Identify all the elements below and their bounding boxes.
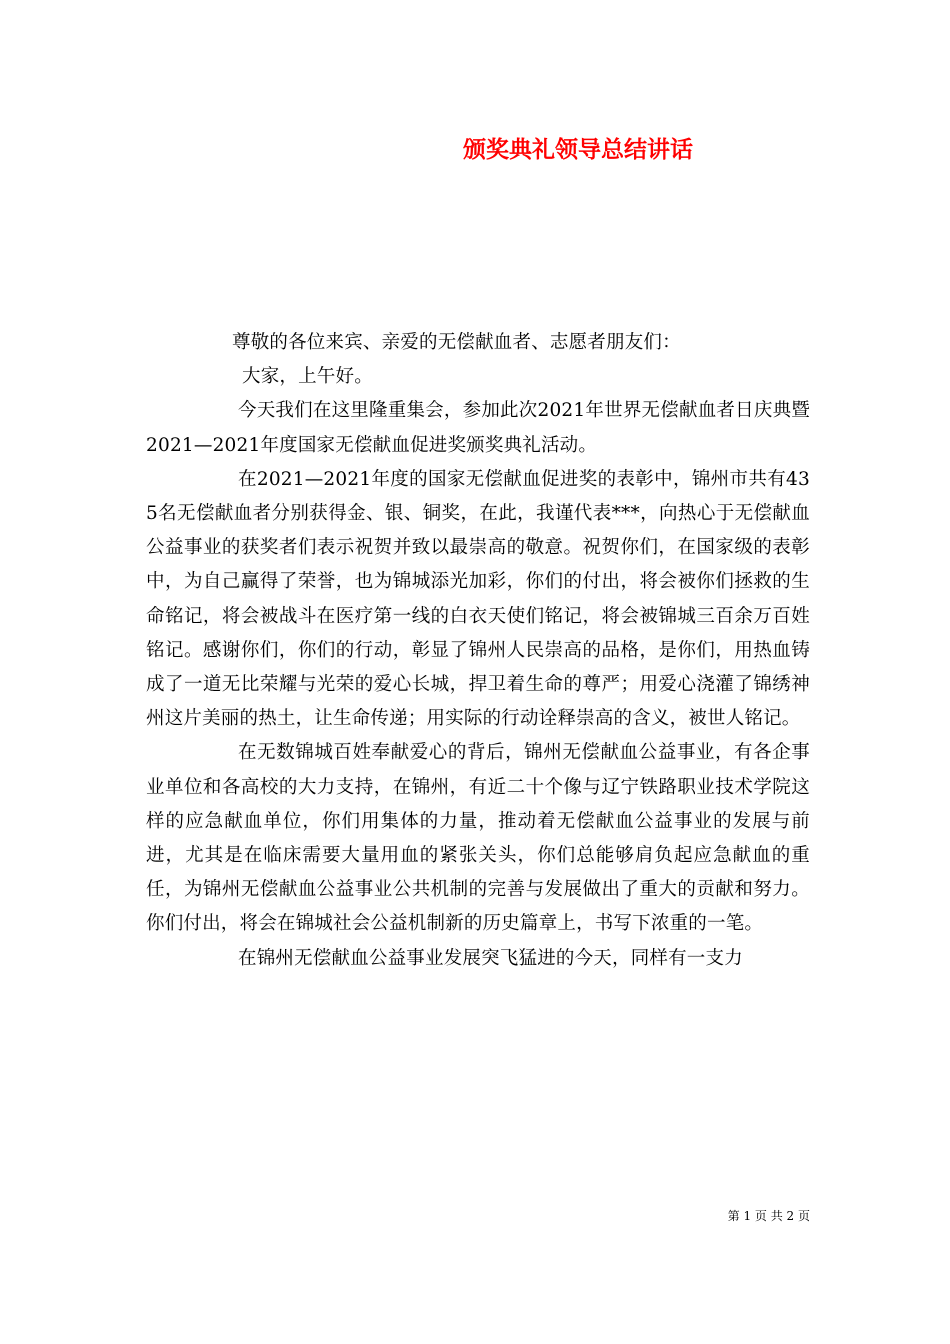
paragraph-awards: 在2021—2021年度的国家无偿献血促进奖的表彰中，锦州市共有435名无偿献血者分别获得金、银、铜奖，在此，我谨代表***，向热心于无偿献血公益事业的获奖者们表示祝贺并致以最崇高的敬意。祝贺你们，在国家级的表彰中，为自己赢得了荣誉，也为锦城添光加彩，你们的付出，将会被你们拯救的生命铭记，将会被战斗在医疗第一线的白衣天使们铭记，将会被锦城三百余万百姓铭记。感谢你们，你们的行动，彰显了锦州人民崇高的品格，是你们，用热血铸成了一道无比荣耀与光荣的爱心长城，捍卫着生命的尊严；用爱心浇灌了锦绣神州这片美丽的热土，让生命传递；用实际的行动诠释崇高的含义，被世人铭记。 [146, 468, 810, 730]
paragraph-support: 在无数锦城百姓奉献爱心的背后，锦州无偿献血公益事业，有各企事业单位和各高校的大力支持，在锦州，有近二十个像与辽宁铁路职业技术学院这样的应急献血单位，你们用集体的力量，推动着无偿献血公益事业的发展与前进，尤其是在临床需要大量用血的紧张关头，你们总能够肩负起应急献血的重任，为锦州无偿献血公益事业公共机制的完善与发展做出了重大的贡献和努力。你们付出，将会在锦城社会公益机制新的历史篇章上，书写下浓重的一笔。 [146, 742, 810, 935]
paragraph-intro: 今天我们在这里隆重集会，参加此次2021年世界无偿献血者日庆典暨2021—2021年度国家无偿献血促进奖颁奖典礼活动。 [146, 400, 810, 456]
paragraph-continued: 在锦州无偿献血公益事业发展突飞猛进的今天，同样有一支力 [238, 947, 743, 969]
page-number-footer: 第 1 页 共 2 页 [727, 1209, 810, 1223]
document-title [0, 133, 950, 167]
document-title-text: 颁奖典礼领导总结讲话 [463, 136, 693, 163]
document-body [146, 326, 810, 976]
paragraph-hello: 大家，上午好。 [242, 366, 373, 388]
paragraph-greeting: 尊敬的各位来宾、亲爱的无偿献血者、志愿者朋友们： [232, 332, 681, 353]
